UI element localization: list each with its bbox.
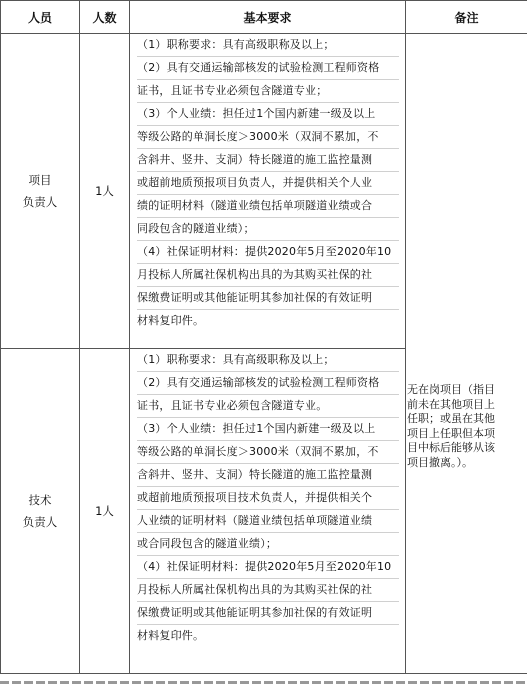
header-count: 人数 [80, 1, 130, 34]
requirement-line: 或合同段包含的隧道业绩）； [137, 533, 399, 556]
requirement-line: （3）个人业绩：担任过1个国内新建一级及以上 [137, 103, 399, 126]
header-notes: 备注 [406, 1, 527, 34]
requirement-line: （4）社保证明材料：提供2020年5月至2020年10 [137, 241, 399, 264]
requirement-line: 证书，且证书专业必须包含隧道专业。 [137, 395, 399, 418]
row-project-leader [1, 34, 527, 349]
count-cell: 1人 [80, 34, 130, 349]
count-cell: 1人 [80, 349, 130, 674]
cut-off-text-fragment [0, 678, 527, 685]
person-cell [1, 349, 80, 674]
requirement-line: 绩的证明材料（隧道业绩包括单项隧道业绩或合 [137, 195, 399, 218]
requirement-line: 同段包含的隧道业绩）； [137, 218, 399, 241]
requirement-line: 月投标人所属社保机构出具的为其购买社保的社 [137, 579, 399, 602]
requirement-line: 或超前地质预报项目负责人，并提供相关个人业 [137, 172, 399, 195]
header-row [1, 1, 527, 34]
person-line2: 负责人 [22, 195, 58, 209]
notes-line: 任职；或虽在其他 [407, 412, 495, 425]
requirement-line: 含斜井、竖井、支洞）特长隧道的施工监控量测 [137, 149, 399, 172]
requirement-line: 含斜井、竖井、支洞）特长隧道的施工监控量测 [137, 464, 399, 487]
notes-text [406, 383, 527, 470]
notes-line: 项目上任职但本项 [407, 426, 495, 440]
notes-line: 项目撤离。）。 [407, 455, 473, 469]
person-line1: 技术 [28, 493, 52, 507]
requirement-line: （3）个人业绩：担任过1个国内新建一级及以上 [137, 418, 399, 441]
notes-line: 前未在其他项目上 [407, 397, 495, 411]
requirement-line: （2）具有交通运输部核发的试验检测工程师资格 [137, 372, 399, 395]
requirement-line: 保缴费证明或其他能证明其参加社保的有效证明 [137, 602, 399, 625]
header-requirements: 基本要求 [130, 1, 406, 34]
requirements-cell [130, 349, 406, 674]
requirement-line: （4）社保证明材料：提供2020年5月至2020年10 [137, 556, 399, 579]
person-line2: 负责人 [22, 515, 58, 529]
requirement-line: 人业绩的证明材料（隧道业绩包括单项隧道业绩 [137, 510, 399, 533]
requirements-cell [130, 34, 406, 349]
requirement-line: 材料复印件。 [137, 314, 205, 327]
requirement-line: （1）职称要求：具有高级职称及以上； [137, 349, 399, 372]
notes-cell [406, 34, 527, 674]
notes-line: 无在岗项目（指目 [407, 383, 495, 396]
notes-line: 目中标后能够从该 [407, 441, 495, 454]
requirement-line: 等级公路的单洞长度＞3000米（双洞不累加，不 [137, 126, 399, 149]
header-person: 人员 [1, 1, 80, 34]
requirement-line: 或超前地质预报项目技术负责人，并提供相关个 [137, 487, 399, 510]
requirement-line: 月投标人所属社保机构出具的为其购买社保的社 [137, 264, 399, 287]
requirement-line: （1）职称要求：具有高级职称及以上； [137, 34, 399, 57]
person-cell [1, 34, 80, 349]
requirement-line: （2）具有交通运输部核发的试验检测工程师资格 [137, 57, 399, 80]
requirement-line: 材料复印件。 [137, 629, 205, 642]
requirement-line: 等级公路的单洞长度＞3000米（双洞不累加，不 [137, 441, 399, 464]
requirement-line: 保缴费证明或其他能证明其参加社保的有效证明 [137, 287, 399, 310]
requirement-line: 证书，且证书专业必须包含隧道专业； [137, 80, 399, 103]
person-line1: 项目 [28, 173, 52, 187]
